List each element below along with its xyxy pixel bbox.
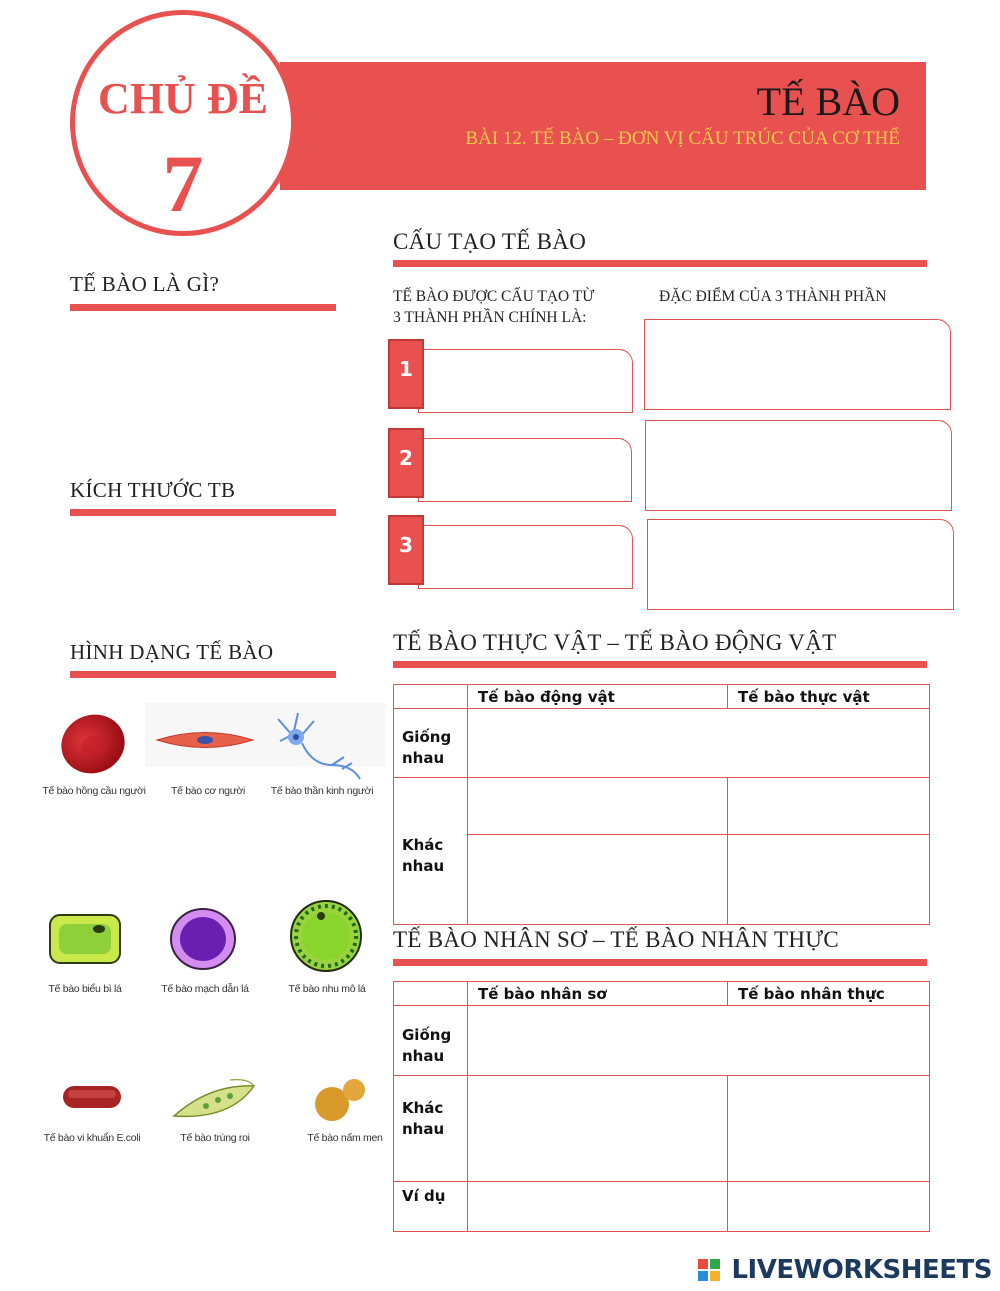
section-heading-structure: CẤU TẠO TẾ BÀO (393, 229, 587, 254)
cell-caption: Tế bào thần kinh người (270, 785, 374, 797)
neuron-icon (272, 705, 368, 780)
answer-cell[interactable] (468, 1182, 728, 1232)
column-header: Tế bào nhân thực (728, 982, 930, 1006)
row-header-similar: Giống nhau (394, 709, 468, 778)
liveworksheets-logo: LIVEWORKSHEETS (731, 1255, 992, 1285)
characteristic-answer-1[interactable] (644, 319, 951, 410)
number-tab-1: 1 (388, 339, 424, 409)
cell-caption: Tế bào trùng roi (180, 1132, 250, 1144)
parenchyma-cell-icon (288, 898, 364, 974)
answer-cell[interactable] (468, 835, 728, 925)
topic-badge (70, 10, 296, 236)
muscle-cell-icon (155, 725, 255, 755)
characteristics-label: ĐẶC ĐIỂM CỦA 3 THÀNH PHẦN (659, 288, 887, 305)
cell-caption: Tế bào mạch dẫn lá (161, 983, 249, 995)
topic-number: 7 (162, 138, 204, 229)
vascular-cell-icon (168, 906, 238, 972)
red-blood-cell-icon (55, 710, 133, 778)
plant-animal-table (393, 684, 930, 925)
answer-cell[interactable] (468, 1006, 930, 1076)
structure-prompt-line1: TẾ BÀO ĐƯỢC CẤU TẠO TỪ (393, 288, 595, 305)
divider (70, 671, 336, 678)
component-answer-3[interactable] (418, 525, 633, 589)
structure-prompt (393, 286, 594, 328)
component-answer-2[interactable] (418, 438, 632, 502)
answer-cell[interactable] (728, 1182, 930, 1232)
row-header-different: Khác nhau (394, 778, 468, 925)
structure-prompt-line2: 3 THÀNH PHẦN CHÍNH LÀ: (393, 309, 587, 326)
column-header: Tế bào thực vật (728, 685, 930, 709)
divider (70, 509, 336, 516)
characteristic-answer-3[interactable] (647, 519, 954, 610)
divider (393, 260, 927, 267)
liveworksheets-logo-icon (698, 1259, 720, 1281)
question-cell-shape: HÌNH DẠNG TẾ BÀO (70, 640, 274, 664)
leaf-epidermis-cell-icon (47, 912, 123, 966)
cell-caption: Tế bào nhu mô lá (288, 983, 366, 995)
row-header-similar: Giống nhau (394, 1006, 468, 1076)
number-tab-2: 2 (388, 428, 424, 498)
ecoli-icon (60, 1080, 124, 1114)
answer-cell[interactable] (468, 709, 930, 778)
answer-cell[interactable] (728, 1076, 930, 1182)
answer-cell[interactable] (728, 778, 930, 835)
answer-cell[interactable] (468, 778, 728, 835)
row-header-different: Khác nhau (394, 1076, 468, 1182)
answer-cell[interactable] (728, 835, 930, 925)
cell-caption: Tế bào cơ người (170, 785, 246, 797)
euglena-icon (170, 1076, 258, 1124)
question-cell-size: KÍCH THƯỚC TB (70, 478, 236, 502)
cell-caption: Tế bào nấm men (307, 1132, 383, 1144)
answer-cell[interactable] (468, 1076, 728, 1182)
number-tab-3: 3 (388, 515, 424, 585)
divider (393, 661, 927, 668)
characteristic-answer-2[interactable] (645, 420, 952, 511)
component-answer-1[interactable] (418, 349, 633, 413)
section-heading-pro-eu: TẾ BÀO NHÂN SƠ – TẾ BÀO NHÂN THỰC (393, 927, 840, 952)
section-heading-plant-animal: TẾ BÀO THỰC VẬT – TẾ BÀO ĐỘNG VẬT (393, 630, 837, 655)
cell-caption: Tế bào biểu bì lá (48, 983, 122, 995)
row-header-example: Ví dụ (394, 1182, 468, 1232)
lesson-subtitle: BÀI 12. TẾ BÀO – ĐƠN VỊ CẤU TRÚC CỦA CƠ THỂ (465, 128, 900, 149)
question-what-is-cell: TẾ BÀO LÀ GÌ? (70, 272, 220, 296)
column-header: Tế bào động vật (468, 685, 728, 709)
divider (393, 959, 927, 966)
page-title: TẾ BÀO (756, 79, 900, 124)
cell-caption: Tế bào vi khuẩn E.coli (43, 1132, 141, 1144)
column-header: Tế bào nhân sơ (468, 982, 728, 1006)
pro-eu-table (393, 981, 930, 1232)
yeast-icon (310, 1076, 370, 1124)
cell-caption: Tế bào hồng cầu người (42, 785, 146, 797)
topic-label: CHỦ ĐỀ (98, 74, 268, 123)
divider (70, 304, 336, 311)
